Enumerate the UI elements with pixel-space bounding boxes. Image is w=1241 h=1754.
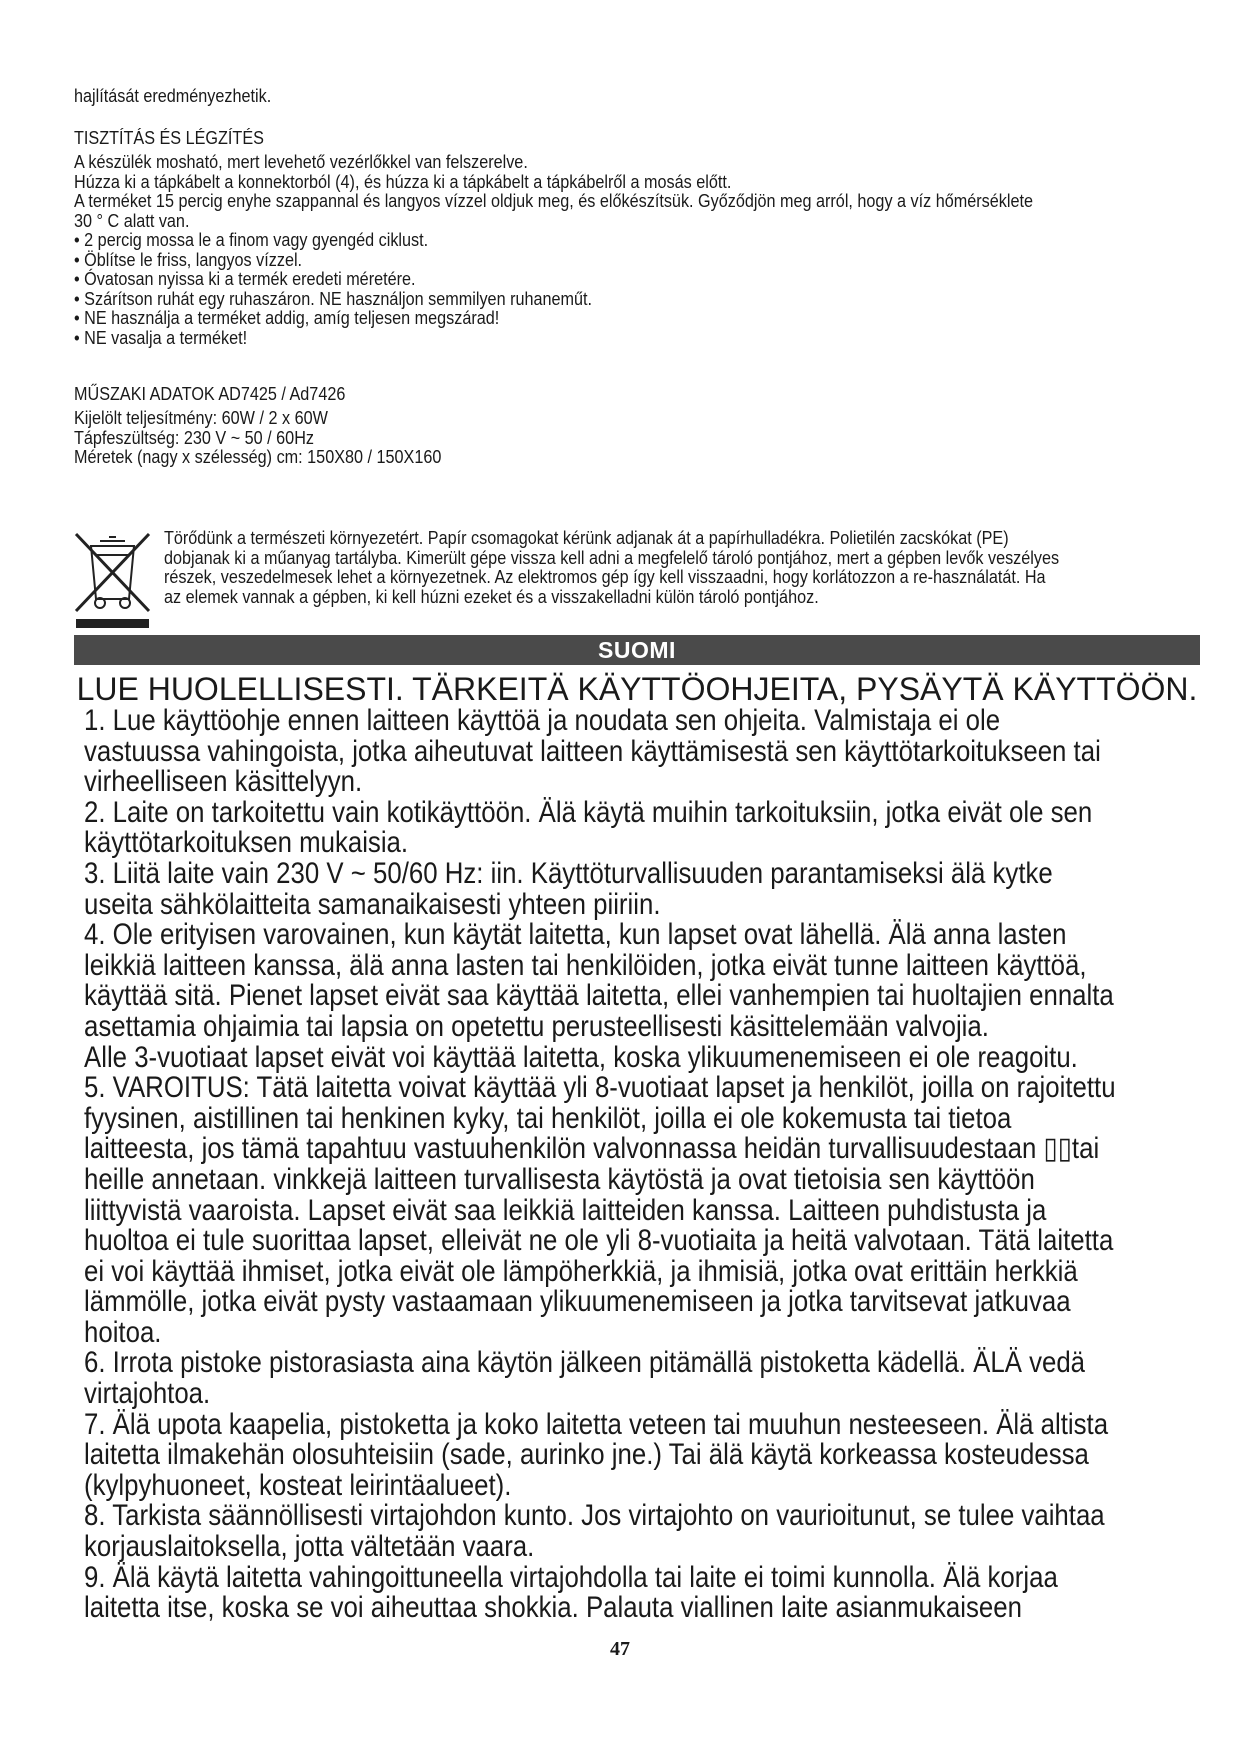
text-line: leikkiä laitteen kanssa, älä anna lasten tai henkilöiden, jotka eivät tunne laitteen käyttöä, — [84, 948, 1087, 982]
bullet-item: • Szárítson ruhát egy ruhaszáron. NE használjon semmilyen ruhaneműt. — [74, 288, 593, 309]
bullet-item: • Öblítse le friss, langyos vízzel. — [74, 249, 303, 270]
text-line: 30 ° C alatt van. — [74, 210, 190, 231]
specs-section-body — [74, 409, 441, 468]
text-line: 4. Ole erityisen varovainen, kun käytät laitetta, kun lapset ovat lähellä. Älä anna lasten — [84, 918, 1067, 952]
text-line: Tápfeszültség: 230 V ~ 50 / 60Hz — [74, 427, 315, 448]
text-line: huoltoa ei tule suorittaa lapset, elleivät ne ole yli 8-vuotiaita ja heitä valvotaan. Tätä laitetta — [84, 1224, 1114, 1258]
text-line: hoitoa. — [84, 1315, 162, 1349]
text-line: 5. VAROITUS: Tätä laitetta voivat käyttää yli 8-vuotiaat lapset ja henkilöt, joilla on rajoitettu — [84, 1071, 1116, 1105]
text-line: liittyvistä vaaroista. Lapset eivät saa leikkiä laitteiden kanssa. Laitteen puhdistusta ja — [84, 1193, 1047, 1227]
text-line: fyysinen, aistillinen tai henkinen kyky, tai henkilöt, joilla ei ole kokemusta tai tietoa — [84, 1101, 1012, 1135]
text-line: laitetta ilmakehän olosuhteisiin (sade, aurinko jne.) Tai älä käytä korkeassa kosteudessa — [84, 1438, 1089, 1472]
text-line: Húzza ki a tápkábelt a konnektorból (4), és húzza ki a tápkábelt a tápkábelről a mosás előtt. — [74, 171, 732, 192]
text-line: käyttötarkoituksen mukaisia. — [84, 826, 409, 860]
text-line: laitetta itse, koska se voi aiheuttaa shokkia. Palauta viallinen laite asianmukaiseen — [84, 1591, 1022, 1625]
text-line: részek, veszedelmesek lehet a környezetnek. Az elektromos gép így kell visszaadni, hogy korlátozzon a re-használatát. Ha — [164, 567, 1046, 587]
bullet-item: • NE vasalja a terméket! — [74, 327, 248, 348]
text-line: A készülék mosható, mert levehető vezérlőkkel van felszerelve. — [74, 152, 528, 172]
text-line: asettamia ohjaimia tai lapsia on opetettu perusteellisesti käsittelemään valvojia. — [84, 1009, 989, 1043]
specs-section-title: MŰSZAKI ADATOK AD7425 / Ad7426 — [74, 384, 346, 404]
text-line: 1. Lue käyttöohje ennen laitteen käyttöä ja noudata sen ohjeita. Valmistaja ei ole — [84, 704, 1001, 737]
crossed-out-wheelie-bin-icon — [73, 531, 152, 629]
text-line: dobjanak ki a műanyag tartályba. Kimerült gépe vissza kell adni a megfelelő tároló pontjához, mert a gépben levők veszélyes — [164, 547, 1060, 568]
cleaning-section-title: TISZTÍTÁS ÉS LÉGZÍTÉS — [74, 128, 264, 148]
finnish-instructions — [84, 706, 1116, 1624]
text-line: 2. Laite on tarkoitettu vain kotikäyttöön. Älä käytä muihin tarkoituksiin, jotka eivät ole sen — [84, 795, 1093, 829]
text-line: heille annetaan. vinkkejä laitteen turvallisesta käytöstä ja ovat tietoisia sen käyttöön — [84, 1162, 1035, 1196]
text-line: lämmölle, jotka eivät pysty vastaamaan ylikuumenemiseen ja jotka tarvitsevat jatkuvaa — [84, 1285, 1071, 1319]
text-line: Törődünk a természeti környezetért. Papír csomagokat kérünk adjanak át a papírhulladékra. Polietilén zacskókat (PE) — [164, 528, 1009, 548]
intro-line: hajlítását eredményezhetik. — [74, 86, 272, 106]
bullet-item: • NE használja a terméket addig, amíg teljesen megszárad! — [74, 308, 500, 328]
text-line: ei voi käyttää ihmiset, jotka eivät ole lämpöherkkiä, ja ihmisiä, jotka ovat erittäin herkkiä — [84, 1254, 1078, 1288]
cleaning-section-body — [74, 153, 1033, 348]
text-line: Méretek (nagy x szélesség) cm: 150X80 / 150X160 — [74, 447, 442, 467]
text-line: vastuussa vahingoista, jotka aiheutuvat laitteen käyttämisestä sen käyttötarkoitukseen tai — [84, 734, 1101, 768]
text-line: laitteesta, jos tämä tapahtuu vastuuhenkilön valvonnassa heidän turvallisuudestaan ▯▯tai — [84, 1132, 1100, 1166]
bullet-item: • 2 percig mossa le a finom vagy gyengéd ciklust. — [74, 230, 429, 250]
text-line: A terméket 15 percig enyhe szappannal és langyos vízzel oldjuk meg, és előkészítsük. Győződjön meg arról, hogy a víz hőmérséklete — [74, 191, 1034, 211]
text-line: korjauslaitoksella, jotta vältetään vaara. — [84, 1530, 535, 1564]
text-line: käyttää sitä. Pienet lapset eivät saa käyttää laitetta, ellei vanhempien tai huoltajien ennalta — [84, 979, 1114, 1013]
text-line: 8. Tarkista säännöllisesti virtajohdon kunto. Jos virtajohto on vaurioitunut, se tulee vaihtaa — [84, 1499, 1105, 1533]
text-line: (kylpyhuoneet, kosteat leirintäalueet). — [84, 1468, 512, 1502]
bullet-item: • Óvatosan nyissa ki a termék eredeti méretére. — [74, 269, 416, 289]
text-line: useita sähkölaitteita samanaikaisesti yhteen piiriin. — [84, 887, 661, 921]
page-number: 47 — [610, 1638, 630, 1660]
text-line: 7. Älä upota kaapelia, pistoketta ja koko laitetta veteen tai muuhun nesteeseen. Älä altista — [84, 1407, 1109, 1441]
text-line: virheelliseen käsittelyyn. — [84, 765, 363, 799]
environment-notice — [164, 529, 1059, 607]
text-line: az elemek vannak a gépben, ki kell húzni ezeket és a visszakelladni külön tároló pontjához. — [164, 586, 819, 607]
text-line: virtajohtoa. — [84, 1377, 211, 1411]
warning-heading: LUE HUOLELLISESTI. TÄRKEITÄ KÄYTTÖOHJEITA, PYSÄYTÄ KÄYTTÖÖN. — [76, 671, 1198, 707]
text-line: 6. Irrota pistoke pistorasiasta aina käytön jälkeen pitämällä pistoketta kädellä. ÄLÄ vedä — [84, 1346, 1086, 1380]
language-section-header: SUOMI — [74, 635, 1200, 665]
text-line: 3. Liitä laite vain 230 V ~ 50/60 Hz: iin. Käyttöturvallisuuden parantamiseksi älä kytke — [84, 856, 1053, 890]
text-line: Alle 3-vuotiaat lapset eivät voi käyttää laitetta, koska ylikuumenemiseen ei ole reagoitu. — [84, 1040, 1078, 1074]
text-line: 9. Älä käytä laitetta vahingoittuneella virtajohdolla tai laite ei toimi kunnolla. Älä korjaa — [84, 1560, 1058, 1594]
text-line: Kijelölt teljesítmény: 60W / 2 x 60W — [74, 408, 328, 428]
